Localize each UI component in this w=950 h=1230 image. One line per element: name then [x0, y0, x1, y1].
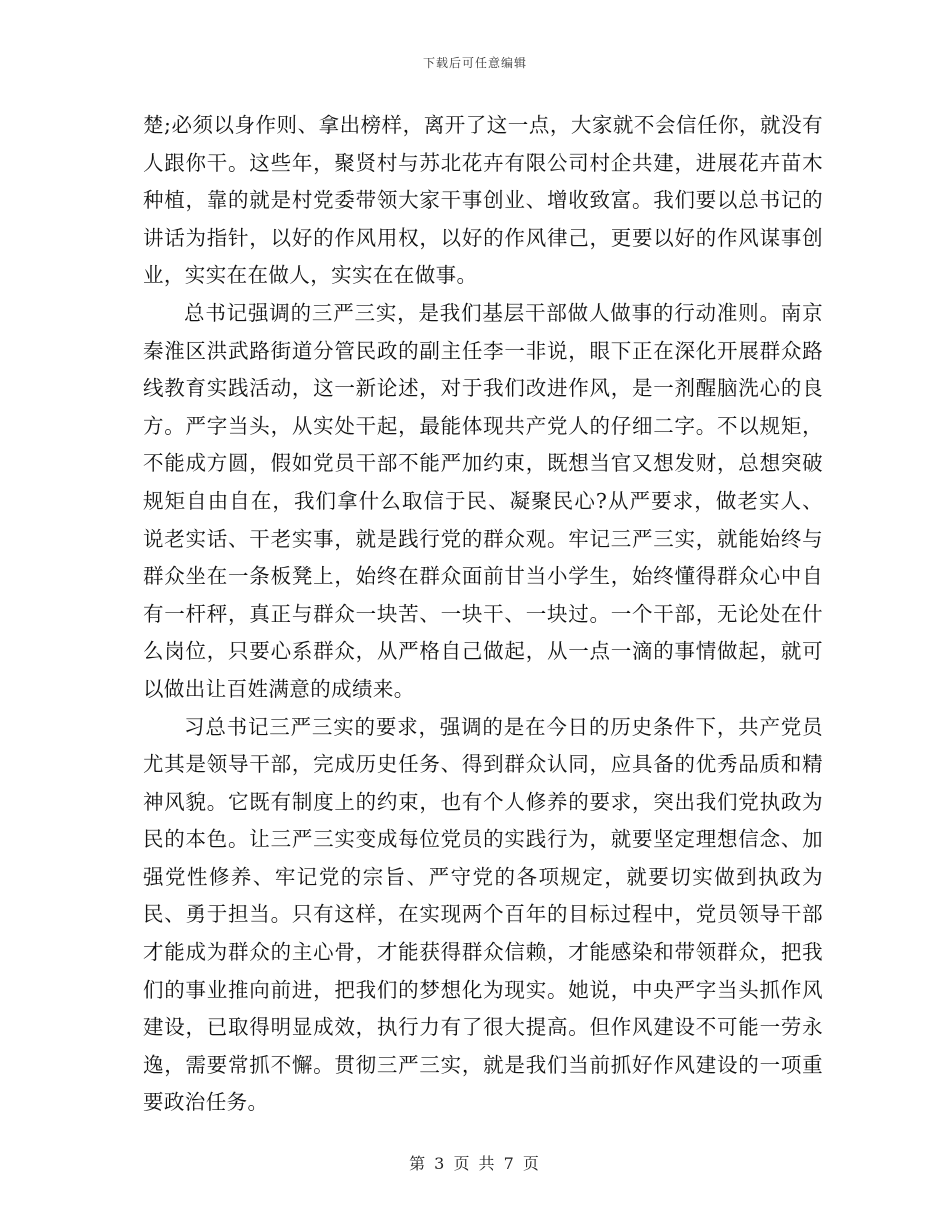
page-number-footer: 第 3 页 共 7 页: [409, 1154, 541, 1173]
paragraph-2: 总书记强调的三严三实，是我们基层干部做人做事的行动准则。南京秦淮区洪武路街道分管民政的副主任李一非说，眼下正在深化开展群众路线教育实践活动，这一新论述，对于我们改进作风，是一剂醒脑洗心的良方。严字当头，从实处干起，最能体现共产党人的仔细二字。不以规矩，不能成方圆，假如党员干部不能严加约束，既想当官又想发财，总想突破规矩自由自在，我们拿什么取信于民、凝聚民心?从严要求，做老实人、说老实话、干老实事，就是践行党的群众观。牢记三严三实，就能始终与群众坐在一条板凳上，始终在群众面前甘当小学生，始终懂得群众心中自有一杆秤，真正与群众一块苦、一块干、一块过。一个干部，无论处在什么岗位，只要心系群众，从严格自己做起，从一点一滴的事情做起，就可以做出让百姓满意的成绩来。: [143, 300, 823, 701]
header-note: 下载后可任意编辑: [422, 56, 527, 70]
paragraph-3: 习总书记三严三实的要求，强调的是在今日的历史条件下，共产党员尤其是领导干部，完成历史任务、得到群众认同，应具备的优秀品质和精神风貌。它既有制度上的约束，也有个人修养的要求，突出我们党执政为民的本色。让三严三实变成每位党员的实践行为，就要坚定理想信念、加强党性修养、牢记党的宗旨、严守党的各项规定，就要切实做到执政为民、勇于担当。只有这样，在实现两个百年的目标过程中，党员领导干部才能成为群众的主心骨，才能获得群众信赖，才能感染和带领群众，把我们的事业推向前进，把我们的梦想化为现实。她说，中央严字当头抓作风建设，已取得明显成效，执行力有了很大提高。但作风建设不可能一劳永逸，需要常抓不懈。贯彻三严三实，就是我们当前抓好作风建设的一项重要政治任务。: [143, 714, 823, 1115]
document-body: [143, 107, 823, 1122]
paragraph-1: 楚;必须以身作则、拿出榜样，离开了这一点，大家就不会信任你，就没有人跟你干。这些年，聚贤村与苏北花卉有限公司村企共建，进展花卉苗木种植，靠的就是村党委带领大家干事创业、增收致富。我们要以总书记的讲话为指针，以好的作风用权，以好的作风律己，更要以好的作风谋事创业，实实在在做人，实实在在做事。: [143, 113, 823, 288]
